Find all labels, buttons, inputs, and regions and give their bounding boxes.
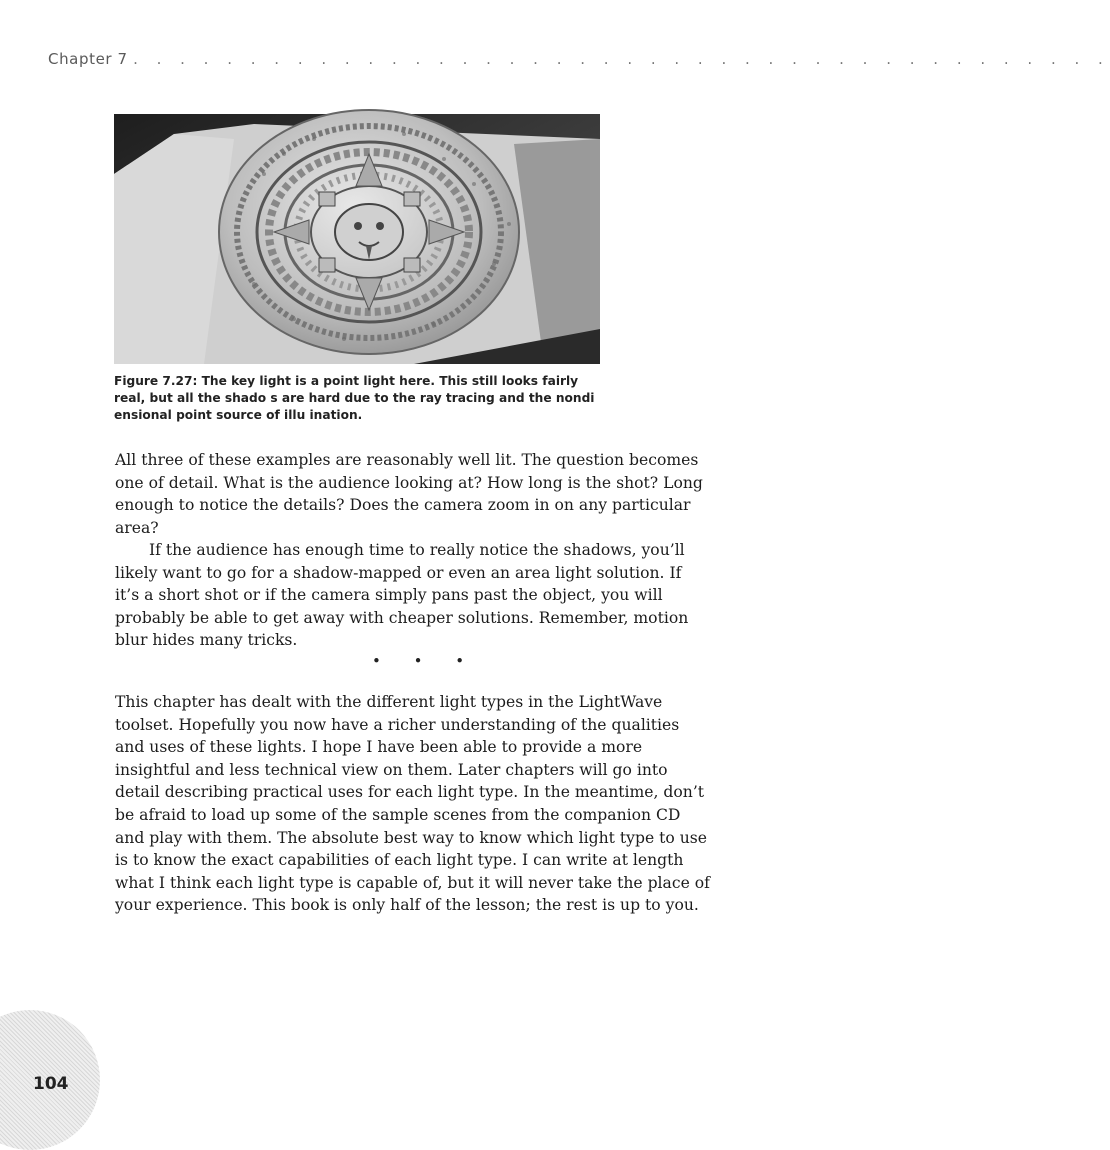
header-leader-dots: . . . . . . . . . . . . . . . . . . . . . . . . . . . . . . . . . . . . . . . . . . [133, 50, 1110, 68]
paragraph-2 [115, 539, 710, 652]
running-header [48, 50, 1110, 72]
paragraph-3-text: This chapter has dealt with the different light types in the LightWave toolset. Hopefully you now have a richer understanding of the qualities and uses of these lights. I hope I have been able to provide a more insightful and less technical view on them. Later chapters will go into detail describing practical uses for each light type. In the meantime, don’t be afraid to load up some of the sample scenes from the companion CD and play with them. The absolute best way to know which light type to use is to know the exact capabilities of each light type. I can write at length what I think each light type is capable of, but it will never take the place of your experience. This book is only half of the lesson; the rest is up to you. [115, 693, 710, 915]
paragraph-1-text: All three of these examples are reasonably well lit. The question becomes one of detail. What is the audience looking at? How long is the shot? Long enough to notice the details? Does the camera zoom in on any particular area? [115, 451, 703, 537]
paragraph-2-text: If the audience has enough time to really notice the shadows, you’ll likely want to go for a shadow-mapped or even an area light solution. If it’s a short shot or if the camera simply pans past the object, you will probably be able to get away with cheaper solutions. Remember, motion blur hides many tricks. [115, 541, 689, 650]
chapter-label: Chapter 7 [48, 50, 128, 68]
paragraph-1 [115, 449, 710, 539]
page-number: 104 [33, 1074, 69, 1094]
figure-aztec-calendar-render [114, 114, 600, 364]
paragraph-3 [115, 691, 710, 917]
figure-caption: Figure 7.27: The key light is a point light here. This still looks fairly real, but all the shado s are hard due to the ray tracing and the nondi ensional point source of illu ination. [114, 374, 595, 422]
section-separator: • • • [372, 652, 479, 670]
aztec-calendar-illustration [114, 114, 600, 364]
